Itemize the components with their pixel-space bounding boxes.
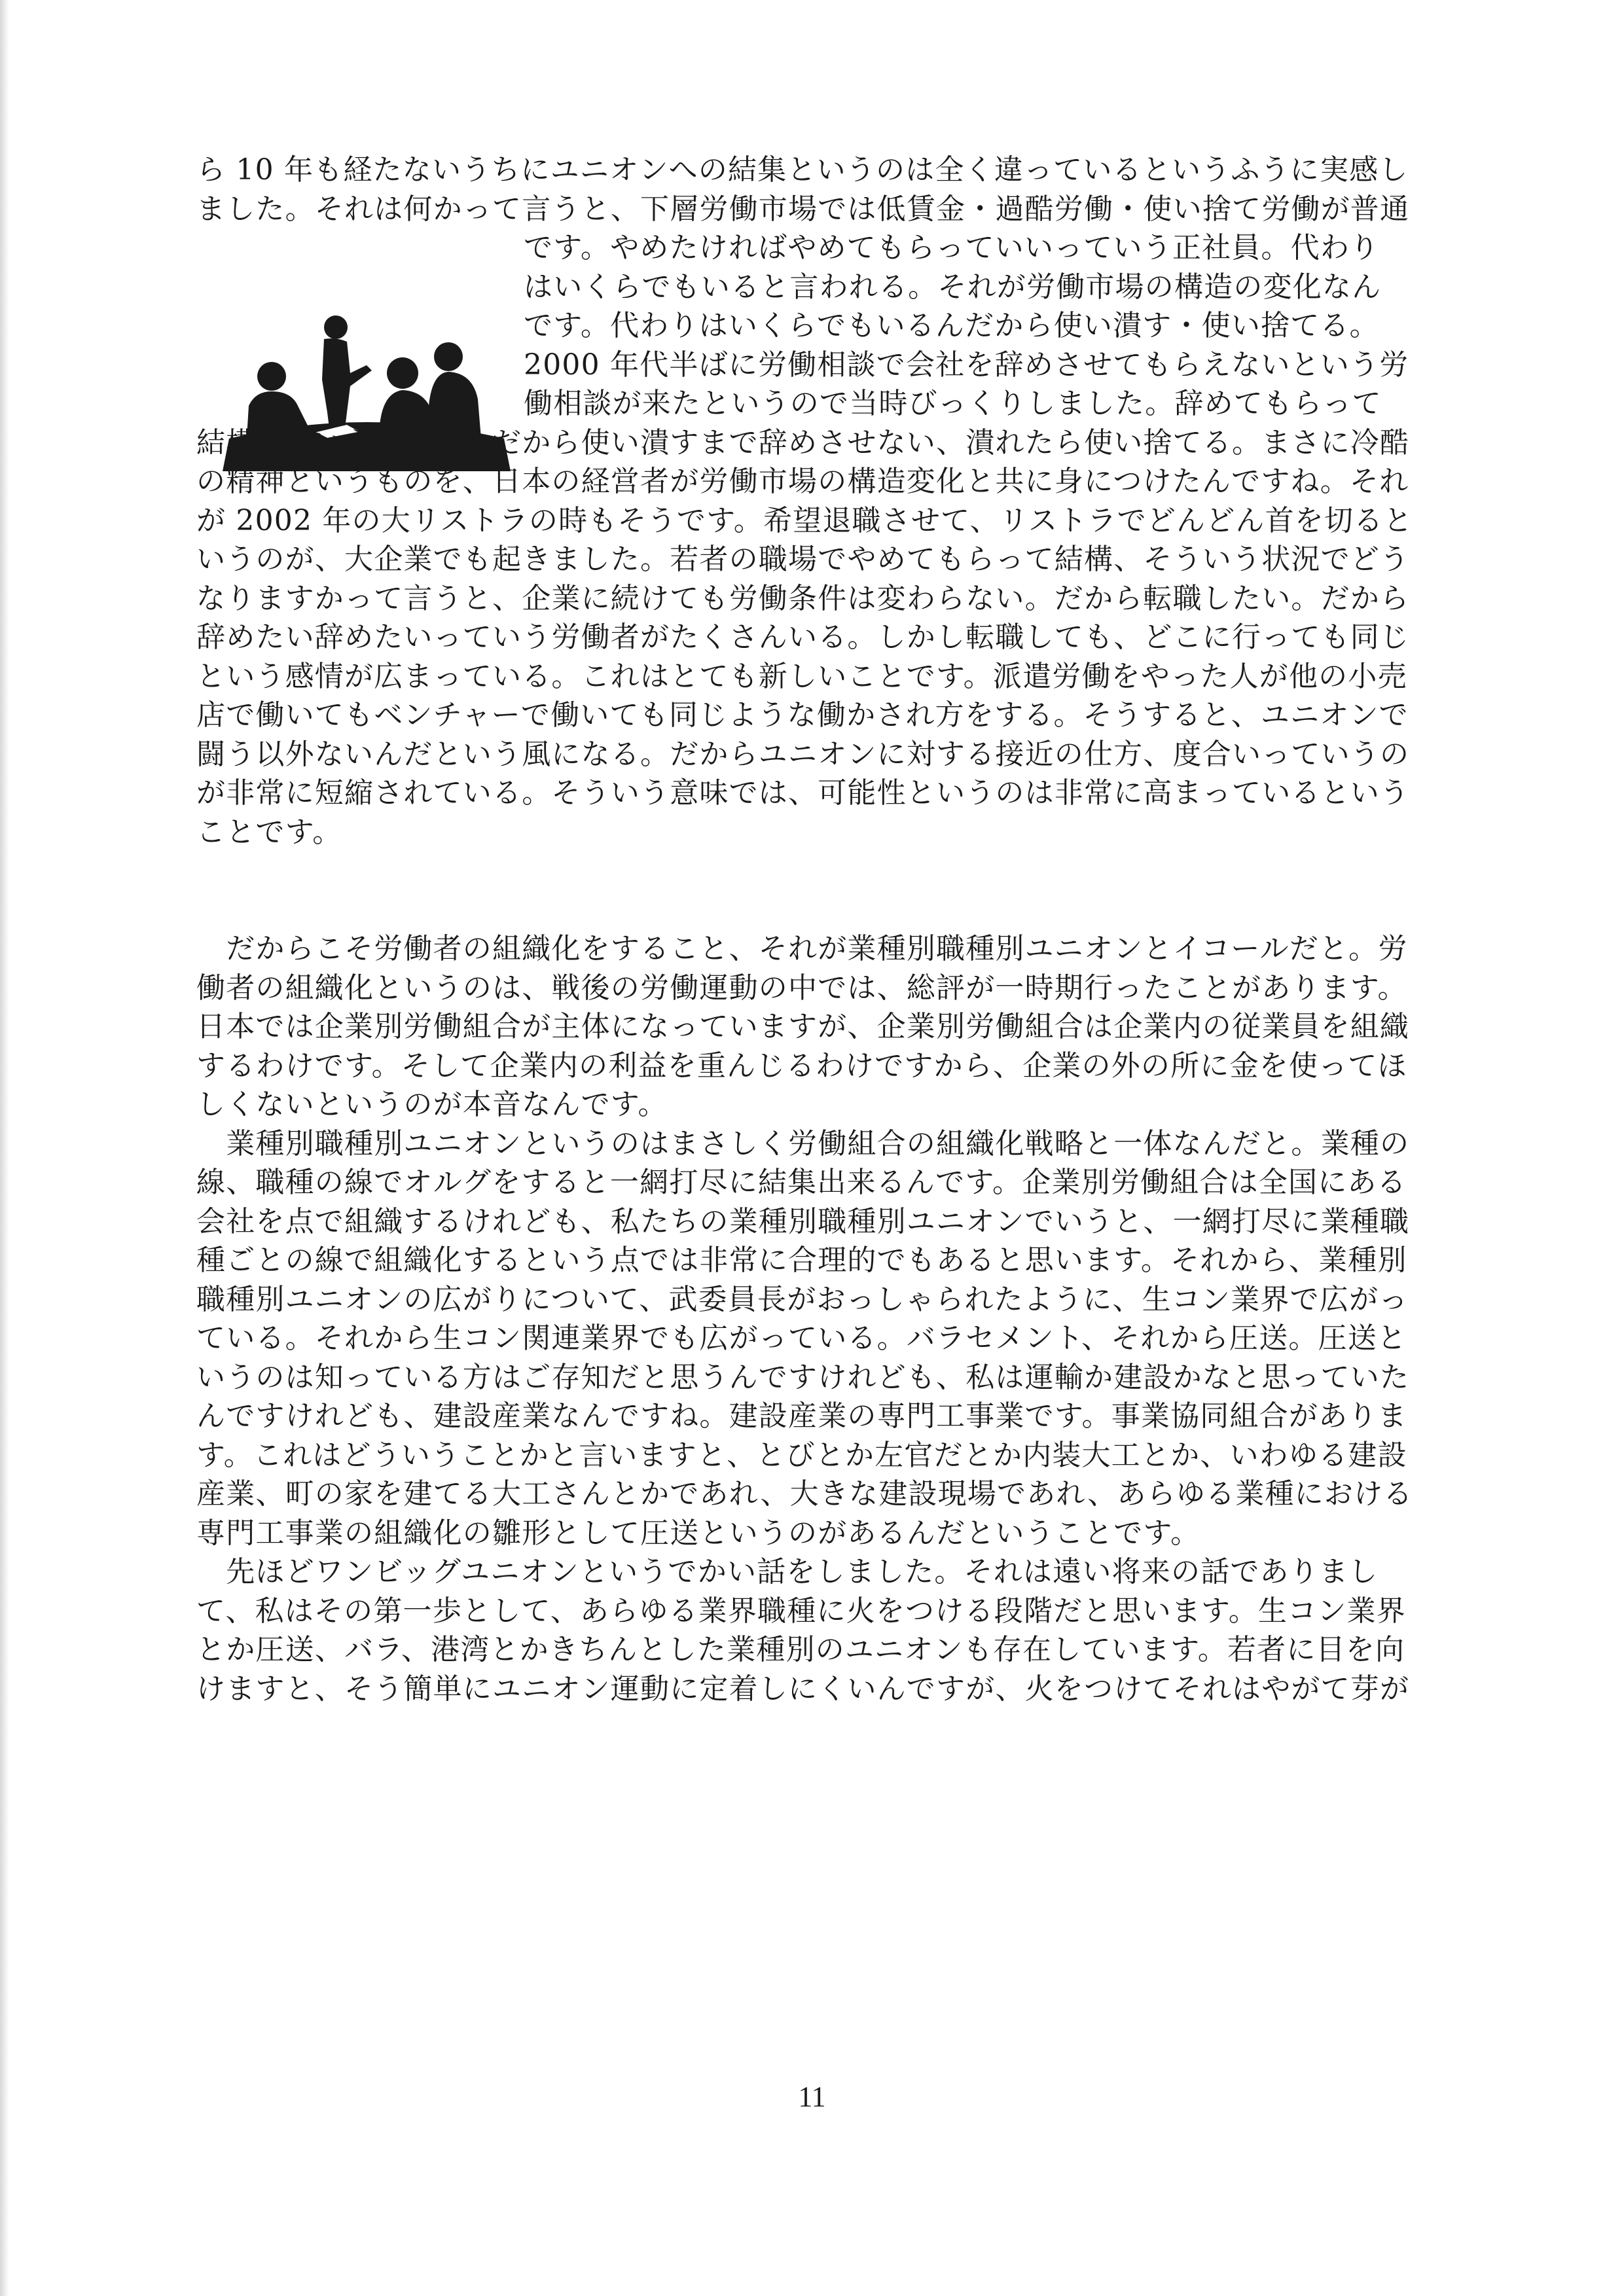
text-line: 業種別職種別ユニオンというのはまさしく労働組合の組織化戦略と一体なんだと。業種の xyxy=(196,1126,1410,1160)
text-line: しくないというのが本音なんです。 xyxy=(196,1088,668,1121)
text-line: 産業、町の家を建てる大工さんとかであれ、大きな建設現場であれ、あらゆる業種における xyxy=(196,1477,1413,1511)
page-number: 11 xyxy=(798,2081,826,2113)
text-line: 職種別ユニオンの広がりについて、武委員長がおっしゃられたように、生コン業界で広がっ xyxy=(196,1282,1409,1316)
text-line: ことです。 xyxy=(196,815,342,849)
text-line: んですけれども、建設産業なんですね。建設産業の専門工事業です。事業協同組合がありま xyxy=(196,1399,1407,1433)
text-line: いうのが、大企業でも起きました。若者の職場でやめてもらって結構、そういう状況でどう xyxy=(196,543,1410,576)
paragraph-block-1 xyxy=(196,151,1427,852)
text-line: て、私はその第一歩として、あらゆる業界職種に火をつける段階だと思います。生コン業界 xyxy=(196,1594,1406,1628)
text-line: 線、職種の線でオルグをすると一網打尽に結集出来るんです。企業別労働組合は全国にある xyxy=(196,1166,1407,1199)
text-line: だからこそ労働者の組織化をすること、それが業種別職種別ユニオンとイコールだと。労 xyxy=(196,932,1408,965)
text-line: の精神というものを、日本の経営者が労働市場の構造変化と共に身につけたんですね。それ xyxy=(196,465,1409,498)
text-line: ている。それから生コン関連業界でも広がっている。バラセメント、それから圧送。圧送と xyxy=(196,1321,1407,1355)
text-line: 先ほどワンビッグユニオンというでかい話をしました。それは遠い将来の話でありまし xyxy=(196,1555,1379,1588)
text-line: 働相談が来たというので当時びっくりしました。辞めてもらって xyxy=(524,387,1382,420)
text-line: 日本では企業別労働組合が主体になっていますが、企業別労働組合は企業内の従業員を組織 xyxy=(196,1010,1410,1043)
paragraph-spacer xyxy=(196,852,1427,929)
text-line: とか圧送、バラ、港湾とかきちんとした業種別のユニオンも存在しています。若者に目を向 xyxy=(196,1633,1405,1666)
text-line: 店で働いてもベンチャーで働いても同じような働かされ方をする。そうすると、ユニオンで xyxy=(196,698,1409,732)
text-line: 会社を点で組織するけれども、私たちの業種別職種別ユニオンでいうと、一網打尽に業種職 xyxy=(196,1204,1410,1238)
text-line: いうのは知っている方はご存知だと思うんですけれども、私は運輸か建設かなと思っていた xyxy=(196,1360,1410,1394)
paragraph-block-2 xyxy=(196,929,1427,1708)
text-line: です。やめたければやめてもらっていいっていう正社員。代わり xyxy=(524,231,1380,264)
scan-edge xyxy=(0,0,9,2296)
text-line: 2000 年代半ばに労働相談で会社を辞めさせてもらえないという労 xyxy=(524,348,1409,382)
text-line: なりますかって言うと、企業に続けても労働条件は変わらない。だから転職したい。だから xyxy=(196,581,1410,615)
text-line: 結構っていうことと、だから使い潰すまで辞めさせない、潰れたら使い捨てる。まさに冷酷 xyxy=(196,425,1410,459)
text-line: が 2002 年の大リストラの時もそうです。希望退職させて、リストラでどんどん首を切ると xyxy=(196,503,1413,537)
text-line: 専門工事業の組織化の雛形として圧送というのがあるんだということです。 xyxy=(196,1516,1200,1550)
text-line: 闘う以外ないんだという風になる。だからユニオンに対する接近の仕方、度合いっていうの xyxy=(196,737,1410,771)
text-line: す。これはどういうことかと言いますと、とびとか左官だとか内装大工とか、いわゆる建設 xyxy=(196,1438,1407,1472)
text-line: です。代わりはいくらでもいるんだから使い潰す・使い捨てる。 xyxy=(524,309,1379,342)
text-line: が非常に短縮されている。そういう意味では、可能性というのは非常に高まっているという xyxy=(196,776,1410,810)
text-line: 働者の組織化というのは、戦後の労働運動の中では、総評が一時期行ったことがあります。 xyxy=(196,971,1407,1005)
text-line: けますと、そう簡単にユニオン運動に定着しにくいんですが、火をつけてそれはやがて芽が xyxy=(196,1672,1410,1706)
text-line: するわけです。そして企業内の利益を重んじるわけですから、企業の外の所に金を使ってほ xyxy=(196,1049,1407,1083)
document-body xyxy=(196,151,1427,1708)
text-line: という感情が広まっている。これはとても新しいことです。派遣労働をやった人が他の小売 xyxy=(196,659,1407,693)
text-line: はいくらでもいると言われる。それが労働市場の構造の変化なん xyxy=(524,270,1382,304)
text-line: ました。それは何かって言うと、下層労働市場では低賃金・過酷労働・使い捨て労働が普通 xyxy=(196,192,1410,226)
text-line: ら 10 年も経たないうちにユニオンへの結集というのは全く違っているというふうに実感し xyxy=(196,153,1409,187)
text-line: 辞めたい辞めたいっていう労働者がたくさんいる。しかし転職しても、どこに行っても同じ xyxy=(196,620,1410,654)
text-line: 種ごとの線で組織化するという点では非常に合理的でもあると思います。それから、業種別 xyxy=(196,1244,1407,1277)
